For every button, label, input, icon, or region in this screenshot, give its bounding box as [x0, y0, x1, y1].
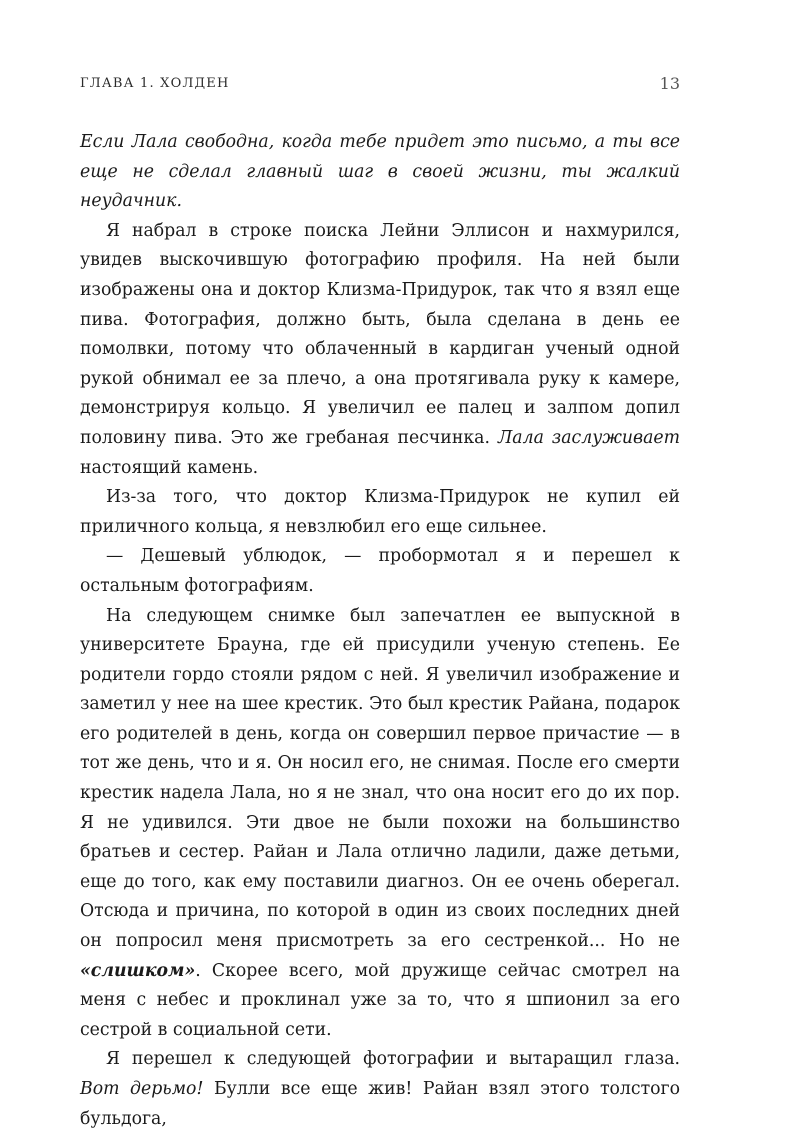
book-page	[80, 74, 680, 1129]
text-run: . Скорее всего, мой дружище сейчас смотрел на меня с небес и проклинал уже за то, что я шпионил за его сестрой в социальной сети.	[80, 960, 680, 1040]
text-run: настоящий камень.	[80, 457, 259, 478]
text-run: Из-за того, что доктор Клизма-Придурок не купил ей приличного кольца, я невзлюбил его еще сильнее.	[80, 487, 680, 537]
running-head	[80, 74, 680, 100]
text-run: На следующем снимке был запечатлен ее выпускной в университете Брауна, где ей присудили ученую степень. Ее родители гордо стояли рядом с ней. Я увеличил изображение и заметил у нее на шее крестик. Это был крестик Райана, подарок его родителей в день, когда он совершил первое причастие — в тот же день, что и я. Он носил его, не снимая. После его смерти крестик надела Лала, но я не знал, что она носит его до их пор. Я не удивился. Эти двое не были похожи на большинство братьев и сестер. Райан и Лала отлично ладили, даже детьми, еще до того, как ему поставили диагноз. Он ее очень оберегал. Отсюда и причина, по которой в один из своих последних дней он попросил меня присмотреть за его сестренкой... Но не	[80, 605, 680, 952]
paragraph	[80, 483, 680, 542]
paragraph	[80, 602, 680, 1046]
paragraph	[80, 217, 680, 483]
text-run: Вот дерьмо!	[80, 1079, 204, 1099]
text-run: Булли все еще жив! Райан взял этого толстого бульдога,	[80, 1079, 680, 1129]
text-run: «слишком»	[80, 960, 196, 981]
body-text	[80, 128, 680, 1134]
paragraph	[80, 128, 680, 217]
page-number: 13	[659, 74, 680, 93]
chapter-title: ГЛАВА 1. ХОЛДЕН	[80, 76, 230, 91]
text-run: Лала заслуживает	[497, 427, 680, 448]
paragraph	[80, 542, 680, 601]
text-run: Я перешел к следующей фотографии и вытаращил глаза.	[106, 1049, 680, 1070]
text-run: Если Лала свободна, когда тебе придет это письмо, а ты все еще не сделал главный шаг в своей жизни, ты жалкий неудачник.	[80, 132, 680, 212]
paragraph	[80, 1045, 680, 1134]
text-run: Я набрал в строке поиска Лейни Эллисон и нахмурился, увидев выскочившую фотографию профиля. На ней были изображены она и доктор Клизма-Придурок, так что я взял еще пива. Фотография, должно быть, была сделана в день ее помолвки, потому что облаченный в кардиган ученый одной рукой обнимал ее за плечо, а она протягивала руку к камере, демонстрируя кольцо. Я увеличил ее палец и залпом допил половину пива. Это же гребаная песчинка.	[80, 220, 680, 448]
text-run: — Дешевый ублюдок, — пробормотал я и перешел к остальным фотографиям.	[80, 546, 680, 596]
